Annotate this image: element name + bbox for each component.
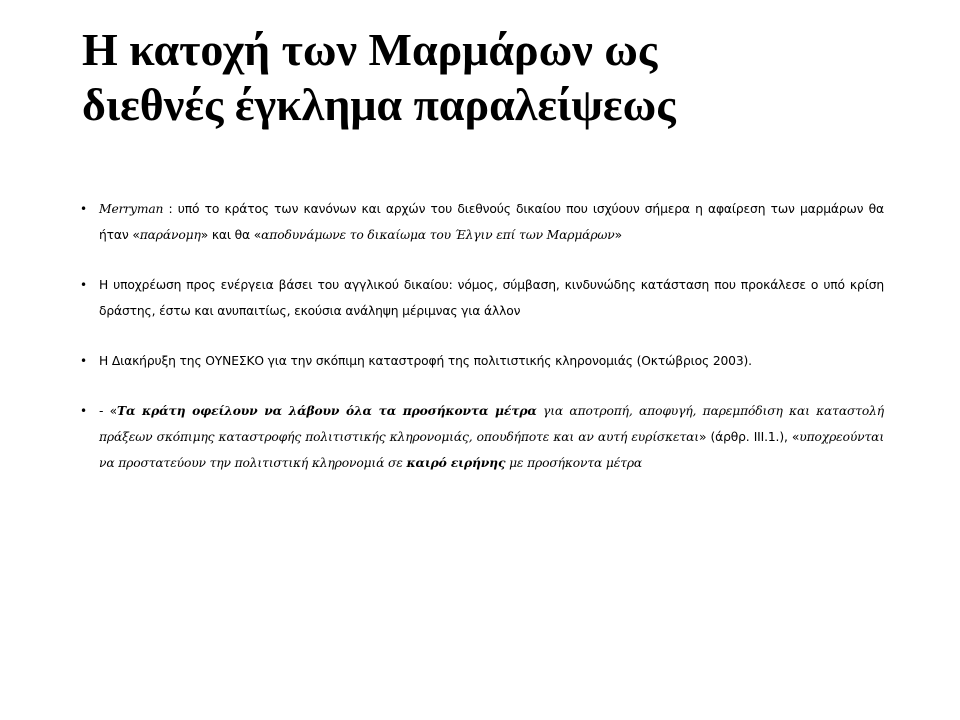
bullet-text: υποχρεούνται να προστατεύουν την πολιτιστική κληρονομιά σε bbox=[99, 430, 884, 470]
bullet-text: : υπό το κράτος των κανόνων και αρχών του διεθνούς δικαίου που ισχύουν σήμερα η αφαίρεση των μαρμάρων θα ήταν « bbox=[99, 202, 884, 242]
title-line-1: Η κατοχή των Μαρμάρων ως bbox=[82, 24, 658, 75]
bullet-text: με προσήκοντα μέτρα bbox=[505, 456, 643, 470]
bullet-text: καιρό ειρήνης bbox=[406, 455, 506, 470]
bullet-text: παράνομη bbox=[139, 228, 201, 242]
title-line-2: διεθνές έγκλημα παραλείψεως bbox=[82, 79, 676, 130]
bullet-list bbox=[80, 196, 884, 500]
bullet-dot-icon: • bbox=[80, 354, 87, 368]
bullet-text: » και θα « bbox=[200, 228, 262, 242]
bullet-dot-icon: • bbox=[80, 278, 87, 292]
bullet-item-unesco-declaration bbox=[80, 348, 884, 374]
bullet-dot-icon: • bbox=[80, 404, 87, 418]
bullet-dot-icon: • bbox=[80, 202, 87, 216]
bullet-text: Η Διακήρυξη της ΟΥΝΕΣΚΟ για την σκόπιμη καταστροφή της πολιτιστικής κληρονομιάς (Οκτώβριος 2003). bbox=[99, 354, 752, 368]
bullet-text: » (άρθρ. ΙΙΙ.1.), « bbox=[698, 430, 800, 444]
bullet-text: - « bbox=[99, 404, 118, 418]
bullet-text: για αποτροπή, αποφυγή, παρεμπόδιση και καταστολή πράξεων σκόπιμης καταστροφής πολιτιστικής κληρονομιάς, οπουδήποτε και αν αυτή ευρίσκεται bbox=[99, 404, 885, 444]
slide-title bbox=[82, 22, 902, 132]
bullet-text: Merryman bbox=[99, 202, 164, 216]
bullet-text: Η υποχρέωση προς ενέργεια βάσει του αγγλικού δικαίου: νόμος, σύμβαση, κινδυνώδης κατάσταση που προκάλεσε ο υπό κρίση δράστης, έστω και ανυπαιτίως, εκούσια ανάληψη μέριμνας για άλλον bbox=[99, 278, 884, 318]
bullet-text: » bbox=[614, 228, 622, 242]
bullet-item-merryman bbox=[80, 196, 884, 248]
bullet-text: Τα κράτη οφείλουν να λάβουν όλα τα προσήκοντα μέτρα bbox=[117, 403, 537, 418]
bullet-item-english-law bbox=[80, 272, 884, 324]
bullet-text: αποδυνάμωνε το δικαίωμα του Έλγιν επί των Μαρμάρων bbox=[261, 228, 615, 242]
bullet-item-states-obligations bbox=[80, 398, 884, 476]
